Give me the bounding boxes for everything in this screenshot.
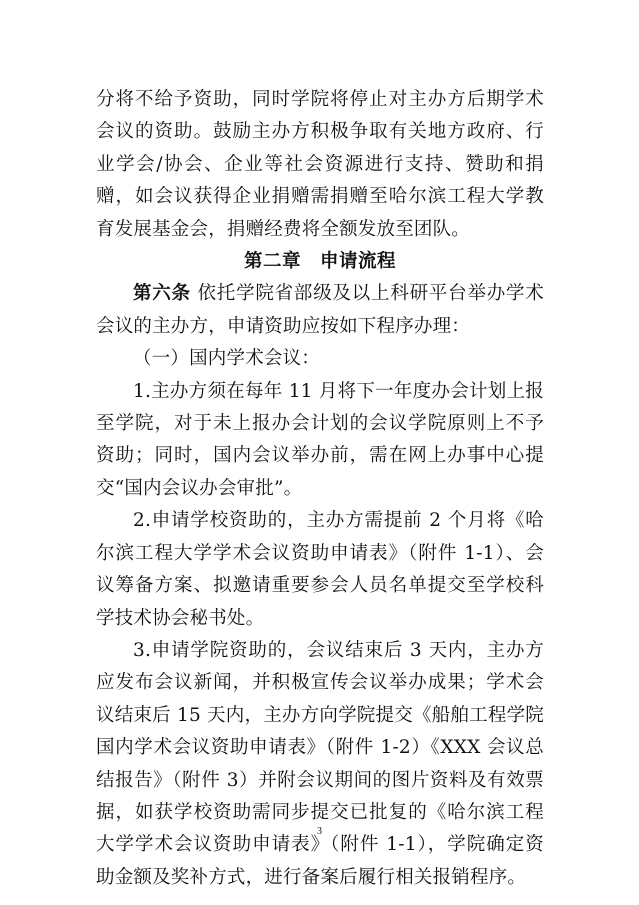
page-number: 3 xyxy=(317,826,322,837)
body-text xyxy=(96,84,544,894)
section-1-title: （一）国内学术会议： xyxy=(133,348,321,370)
item-3-paragraph: 3.申请学院资助的，会议结束后 3 天内，主办方应发布会议新闻，并积极宣传会议举办成果；学术会议结束后 15 天内，主办方向学院提交《船舶工程学院国内学术会议资助申请表》（附件 1-2）《XXX 会议总结报告》（附件 3）并附会议期间的图片资料及有效票据，如获学校资助需同步提交已批复的《哈尔滨工程大学学术会议资助申请表》（附件 1-1），学院确定资助金额及奖补方式，进行备案后履行相关报销程序。 xyxy=(96,639,544,888)
continuation-paragraph: 分将不给予资助，同时学院将停止对主办方后期学术会议的资助。鼓励主办方积极争取有关地方政府、行业学会/协会、企业等社会资源进行支持、赞助和捐赠，如会议获得企业捐赠需捐赠至哈尔滨工程大学教育发展基金会，捐赠经费将全额发放至团队。 xyxy=(96,89,544,240)
article-6-paragraph xyxy=(96,278,544,343)
chapter-heading: 第二章 申请流程 xyxy=(243,251,396,273)
item-2-paragraph: 2.申请学校资助的，主办方需提前 2 个月将《哈尔滨工程大学学术会议资助申请表》（附件 1-1）、会议筹备方案、拟邀请重要参会人员名单提交至学校科学技术协会秘书处。 xyxy=(96,510,544,629)
article-6-label: 第六条 xyxy=(133,283,191,305)
item-1-paragraph: 1.主办方须在每年 11 月将下一年度办会计划上报至学院，对于未上报办会计划的会议学院原则上不予资助；同时，国内会议举办前，需在网上办事中心提交“国内会议办会审批”。 xyxy=(96,380,544,499)
article-6-text: 依托学院省部级及以上科研平台举办学术会议的主办方，申请资助应按如下程序办理： xyxy=(96,283,544,337)
